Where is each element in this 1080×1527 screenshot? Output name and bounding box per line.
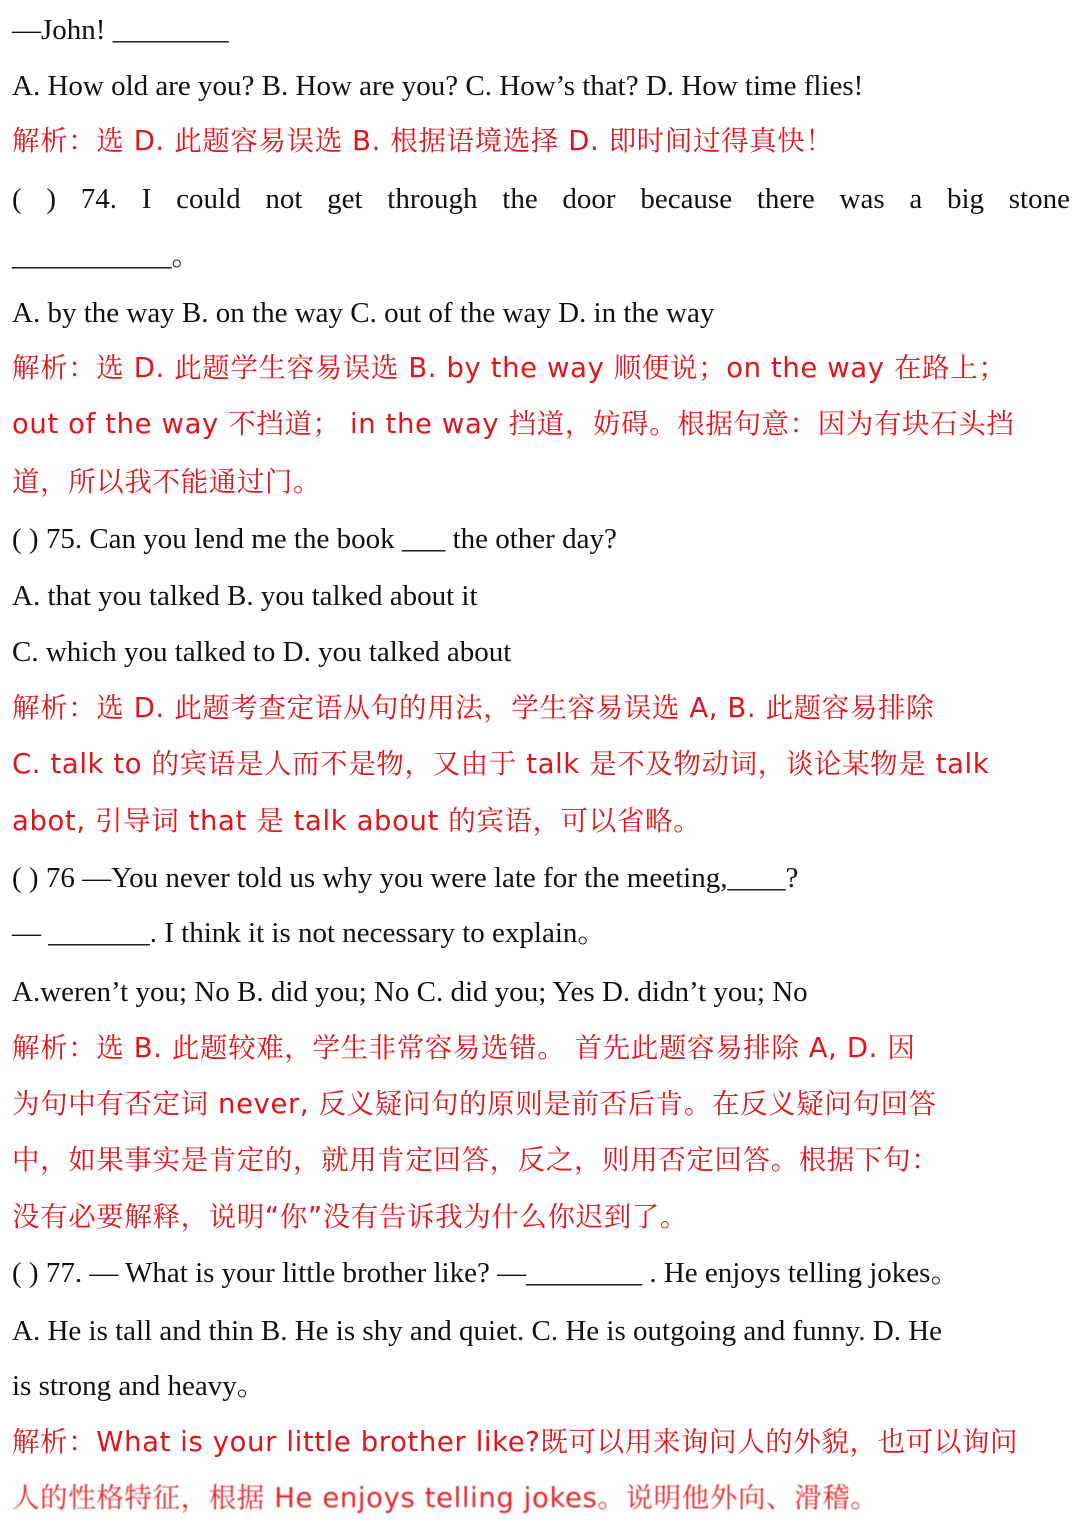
analysis-text: 解析：What is your little brother like?既可以用来询问人的外貌，也可以询问	[12, 1426, 1019, 1458]
analysis-text: C. talk to 的宾语是人而不是物，又由于 talk 是不及物动词，谈论某物是 talk	[12, 748, 990, 780]
analysis-text: 解析：选 D. 此题考查定语从句的用法，学生容易误选 A, B. 此题容易排除	[12, 692, 935, 724]
answer-options: C. which you talked to D. you talked about	[12, 636, 512, 668]
answer-options: is strong and heavy。	[12, 1370, 266, 1402]
question-76: ( ) 76 —You never told us why you were late for the meeting,____?	[12, 862, 799, 894]
answer-options: A. by the way B. on the way C. out of the way D. in the way	[12, 297, 715, 329]
answer-options: A.weren’t you; No B. did you; No C. did you; Yes D. didn’t you; No	[12, 976, 808, 1008]
answer-options: A. He is tall and thin B. He is shy and quiet. C. He is outgoing and funny. D. He	[12, 1315, 943, 1347]
analysis-text: 为句中有否定词 never, 反义疑问句的原则是前否后肯。在反义疑问句回答	[12, 1088, 937, 1120]
question-74-blank: ___________。	[12, 240, 201, 272]
analysis-text: 解析：选 D. 此题学生容易误选 B. by the way 顺便说；on the way 在路上；	[12, 352, 1007, 384]
analysis-text: 道，所以我不能通过门。	[12, 466, 322, 498]
analysis-text: 没有必要解释，说明“你”没有告诉我为什么你迟到了。	[12, 1201, 688, 1233]
dialogue-line: —John! ________	[12, 14, 229, 46]
analysis-text: 解析：选 D. 此题容易误选 B. 根据语境选择 D. 即时间过得真快！	[12, 125, 834, 157]
analysis-text: out of the way 不挡道； in the way 挡道，妨碍。根据句意：因为有块石头挡	[12, 408, 1015, 440]
answer-options: A. How old are you? B. How are you? C. How’s that? D. How time flies!	[12, 70, 864, 102]
question-77: ( ) 77. — What is your little brother like? —________ . He enjoys telling jokes。	[12, 1257, 960, 1289]
analysis-text: abot, 引导词 that 是 talk about 的宾语，可以省略。	[12, 805, 702, 837]
question-74: ( ) 74. I could not get through the door because there was a big stone	[12, 183, 1070, 215]
analysis-text: 中，如果事实是肯定的，就用肯定回答，反之，则用否定回答。根据下句：	[12, 1144, 940, 1176]
analysis-text: 解析：选 B. 此题较难，学生非常容易选错。 首先此题容易排除 A, D. 因	[12, 1032, 916, 1064]
answer-options: A. that you talked B. you talked about it	[12, 580, 478, 612]
analysis-text: 人的性格特征，根据 He enjoys telling jokes。说明他外向、滑稽。	[12, 1482, 879, 1514]
question-75: ( ) 75. Can you lend me the book ___ the other day?	[12, 523, 617, 555]
question-76-reply: — _______. I think it is not necessary to explain。	[12, 917, 607, 949]
